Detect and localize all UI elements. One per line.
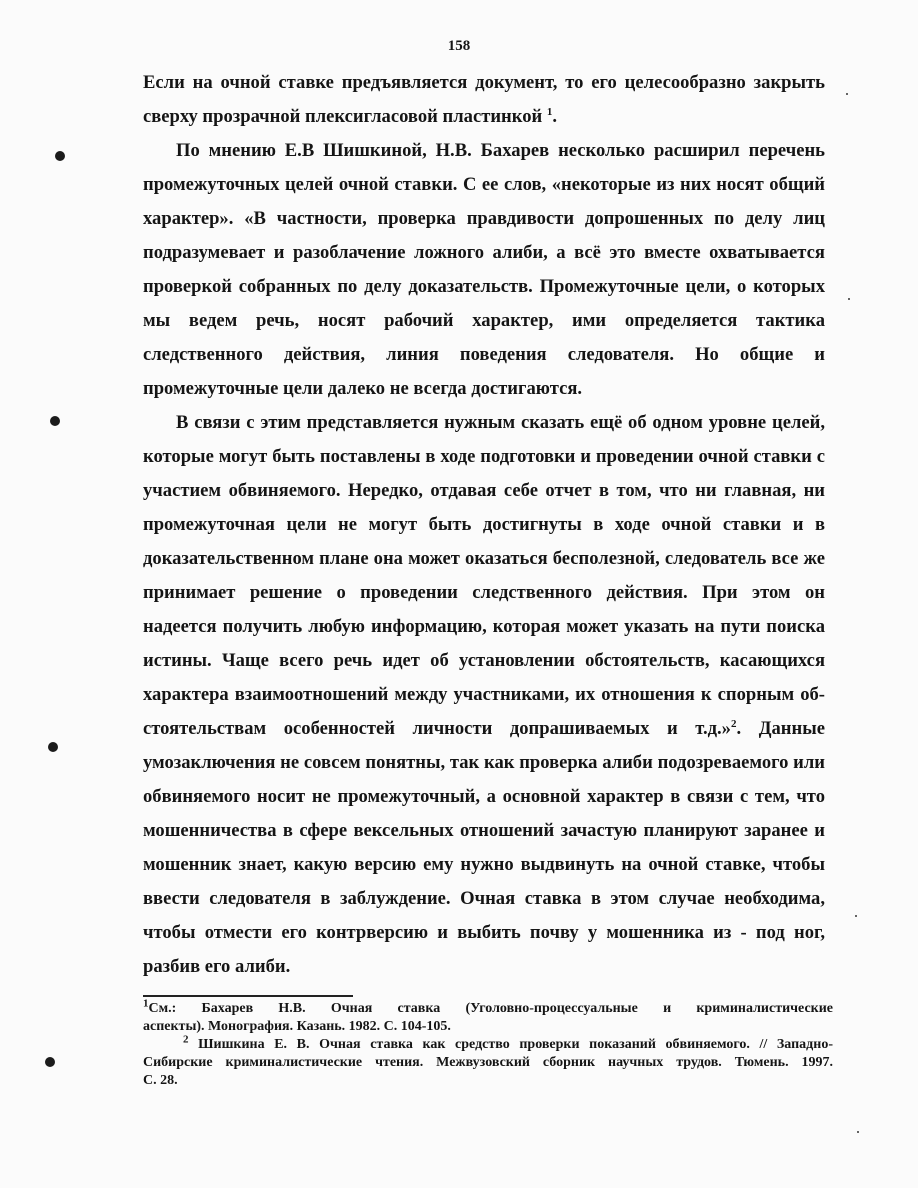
text-line: чтобы отмести его контрверсию и выбить почву у мошенника из - под ног, — [143, 922, 825, 943]
footnote-line: аспекты). Монография. Казань. 1982. С. 104-105. — [143, 1019, 451, 1034]
text-line: характера взаимоотношений между участниками, их отношения к спорным об- — [143, 684, 825, 705]
text-fragment: См.: Бахарев Н.В. Очная ставка (Уголовно-процессуальные и криминалистические — [148, 1001, 833, 1016]
text-line: По мнению Е.В Шишкиной, Н.В. Бахарев несколько расширил перечень — [176, 140, 825, 161]
binder-hole-mark — [45, 1057, 55, 1067]
text-line: мошенник знает, какую версию ему нужно выдвинуть на очной ставке, чтобы — [143, 854, 825, 875]
text-line: которые могут быть поставлены в ходе подготовки и проведении очной ставки с — [143, 446, 825, 467]
footnote-ref: 1 — [546, 105, 553, 118]
text-line: характер». «В частности, проверка правдивости допрошенных по делу лиц — [143, 208, 825, 229]
footnote-1 — [143, 997, 833, 1036]
text-line: промежуточные цели далеко не всегда достигаются. — [143, 378, 583, 399]
text-line: Если на очной ставке предъявляется документ, то его целесообразно закрыть — [143, 72, 825, 93]
page-number: 158 — [447, 38, 471, 54]
text-line — [143, 712, 825, 746]
scan-speck — [857, 1131, 859, 1133]
binder-hole-mark — [50, 416, 60, 426]
text-line: подразумевает и разоблачение ложного алиби, а всё это вместе охватывается — [143, 242, 825, 263]
text-line: обвиняемого носит не промежуточный, а основной характер в связи с тем, что — [143, 786, 825, 807]
footnote-ref: 2 — [183, 1033, 189, 1046]
binder-hole-mark — [55, 151, 65, 161]
footnote-line — [143, 1033, 833, 1054]
footnote-line — [143, 997, 833, 1018]
text-line: промежуточных целей очной ставки. С ее слов, «некоторые из них носят общий — [143, 174, 825, 195]
text-line — [143, 100, 825, 134]
scan-speck — [855, 915, 857, 917]
text-line: мошенничества в сфере вексельных отношений зачастую планируют заранее и — [143, 820, 825, 841]
text-line: В связи с этим представляется нужным сказать ещё об одном уровне целей, — [176, 412, 825, 433]
text-line: участием обвиняемого. Нередко, отдавая себе отчет в том, что ни главная, ни — [143, 480, 825, 501]
footnote-separator — [143, 995, 353, 997]
text-fragment: . Данные — [736, 718, 825, 739]
text-line: надеется получить любую информацию, которая может указать на пути поиска — [143, 616, 825, 637]
paragraph-3 — [143, 406, 825, 984]
text-line: проверкой собранных по делу доказательств. Промежуточные цели, о которых — [143, 276, 825, 297]
scan-speck — [848, 298, 850, 300]
paragraph-2 — [143, 134, 825, 406]
footnote-ref: 2 — [730, 717, 737, 730]
text-line: промежуточная цели не могут быть достигнуты в ходе очной ставки и в — [143, 514, 825, 535]
text-fragment: . — [552, 106, 558, 127]
text-line: мы ведем речь, носят рабочий характер, ими определяется тактика — [143, 310, 825, 331]
scan-speck — [846, 93, 848, 95]
footnote-line: Сибирские криминалистические чтения. Межвузовский сборник научных трудов. Тюмень. 1997. — [143, 1055, 833, 1070]
text-line: следственного действия, линия поведения следователя. Но общие и — [143, 344, 825, 365]
binder-hole-mark — [48, 742, 58, 752]
text-fragment: Шишкина Е. В. Очная ставка как средство проверки показаний обвиняемого. // Западно- — [188, 1037, 833, 1052]
text-line: умозаключения не совсем понятны, так как проверка алиби подозреваемого или — [143, 752, 825, 773]
text-line: истины. Чаще всего речь идет об установлении обстоятельств, касающихся — [143, 650, 825, 671]
text-line: принимает решение о проведении следственного действия. При этом он — [143, 582, 825, 603]
footnote-line: С. 28. — [143, 1073, 178, 1088]
intro-paragraph — [143, 66, 825, 134]
text-line: доказательственном плане она может оказаться бесполезной, следователь все же — [143, 548, 825, 569]
footnote-ref: 1 — [143, 997, 149, 1010]
footnote-2 — [143, 1033, 833, 1090]
text-fragment: сверху прозрачной плексигласовой пластинкой — [143, 106, 543, 127]
text-line: ввести следователя в заблуждение. Очная ставка в этом случае необходима, — [143, 888, 825, 909]
text-line: разбив его алиби. — [143, 956, 291, 977]
text-fragment: стоятельствам особенностей личности допрашиваемых и т.д.» — [143, 718, 731, 739]
